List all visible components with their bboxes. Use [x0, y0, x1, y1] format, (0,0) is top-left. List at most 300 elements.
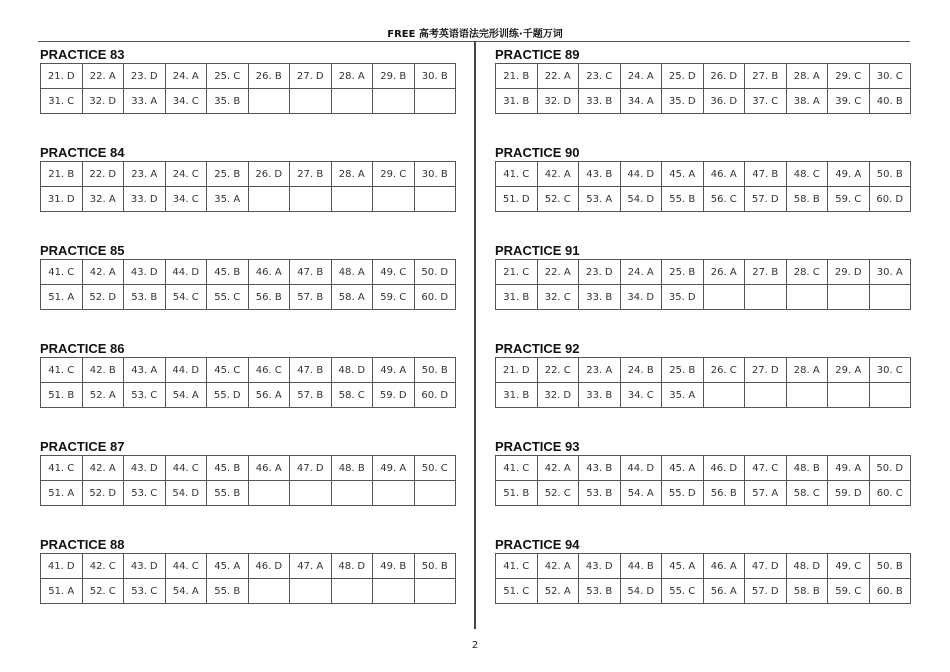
answer-cell: 58. B — [786, 579, 828, 604]
answer-cell: 25. D — [662, 64, 704, 89]
answer-cell: 30. B — [414, 162, 456, 187]
answer-cell: 45. A — [207, 554, 249, 579]
answer-cell: 45. B — [207, 456, 249, 481]
answer-cell: 53. C — [124, 579, 166, 604]
answer-cell — [290, 89, 332, 114]
answer-cell: 24. C — [165, 162, 207, 187]
answer-table — [40, 63, 456, 114]
answer-cell: 27. B — [290, 162, 332, 187]
answer-cell — [331, 187, 373, 212]
answer-row — [41, 554, 456, 579]
answer-cell: 54. D — [165, 481, 207, 506]
answer-cell: 21. D — [41, 64, 83, 89]
answer-table — [495, 259, 911, 310]
answer-cell: 41. C — [496, 162, 538, 187]
answer-cell — [869, 285, 911, 310]
answer-cell: 48. D — [331, 554, 373, 579]
answer-cell: 42. A — [537, 554, 579, 579]
practice-block — [40, 145, 456, 243]
answer-cell: 32. D — [82, 89, 124, 114]
answer-cell: 44. D — [620, 456, 662, 481]
answer-cell: 22. A — [82, 64, 124, 89]
answer-cell: 41. C — [41, 358, 83, 383]
answer-cell: 22. A — [537, 260, 579, 285]
answer-row — [41, 358, 456, 383]
answer-row — [496, 481, 911, 506]
answer-cell: 60. B — [869, 579, 911, 604]
answer-cell: 33. B — [579, 89, 621, 114]
answer-table — [495, 161, 911, 212]
right-column — [495, 47, 911, 635]
answer-cell: 34. C — [165, 187, 207, 212]
answer-cell: 59. D — [828, 481, 870, 506]
answer-cell: 26. D — [703, 64, 745, 89]
answer-cell: 59. D — [373, 383, 415, 408]
answer-cell: 42. A — [82, 456, 124, 481]
answer-cell: 31. D — [41, 187, 83, 212]
answer-cell: 33. A — [124, 89, 166, 114]
answer-cell: 30. A — [869, 260, 911, 285]
answer-cell: 33. D — [124, 187, 166, 212]
answer-cell: 56. B — [703, 481, 745, 506]
answer-cell: 46. A — [248, 260, 290, 285]
answer-cell: 43. B — [579, 456, 621, 481]
answer-cell — [786, 285, 828, 310]
answer-cell: 42. A — [537, 456, 579, 481]
answer-cell: 58. A — [331, 285, 373, 310]
answer-cell: 28. C — [786, 260, 828, 285]
answer-row — [496, 456, 911, 481]
answer-cell — [373, 579, 415, 604]
answer-cell: 45. A — [662, 456, 704, 481]
answer-cell: 48. D — [786, 554, 828, 579]
answer-row — [41, 383, 456, 408]
answer-cell: 50. D — [414, 260, 456, 285]
answer-cell: 54. A — [165, 383, 207, 408]
answer-cell: 55. C — [207, 285, 249, 310]
answer-cell: 37. C — [745, 89, 787, 114]
answer-cell: 52. D — [82, 481, 124, 506]
practice-block — [40, 537, 456, 635]
answer-cell: 22. D — [82, 162, 124, 187]
answer-cell: 29. B — [373, 64, 415, 89]
answer-cell: 33. B — [579, 383, 621, 408]
answer-cell — [290, 481, 332, 506]
answer-cell: 58. C — [786, 481, 828, 506]
answer-table — [495, 455, 911, 506]
answer-cell: 60. D — [414, 383, 456, 408]
answer-cell: 60. D — [869, 187, 911, 212]
answer-cell: 46. A — [703, 554, 745, 579]
answer-cell: 32. C — [537, 285, 579, 310]
answer-cell: 53. B — [579, 481, 621, 506]
answer-cell: 52. A — [82, 383, 124, 408]
answer-cell: 56. C — [703, 187, 745, 212]
answer-cell: 56. A — [248, 383, 290, 408]
answer-row — [496, 554, 911, 579]
answer-cell: 24. A — [620, 64, 662, 89]
answer-cell — [828, 383, 870, 408]
answer-cell: 44. D — [165, 260, 207, 285]
answer-cell: 26. C — [703, 358, 745, 383]
answer-cell: 26. B — [248, 64, 290, 89]
practice-title: PRACTICE 83 — [40, 47, 125, 62]
answer-row — [41, 579, 456, 604]
answer-cell: 54. C — [165, 285, 207, 310]
answer-cell: 21. C — [496, 260, 538, 285]
answer-cell: 49. B — [373, 554, 415, 579]
answer-cell: 47. C — [745, 456, 787, 481]
answer-cell: 22. C — [537, 358, 579, 383]
answer-cell: 51. A — [41, 285, 83, 310]
answer-cell: 32. D — [537, 383, 579, 408]
answer-cell: 40. B — [869, 89, 911, 114]
answer-cell: 23. D — [124, 64, 166, 89]
answer-cell: 54. D — [620, 579, 662, 604]
answer-table — [495, 63, 911, 114]
answer-cell: 27. B — [745, 64, 787, 89]
answer-cell: 24. A — [620, 260, 662, 285]
answer-cell: 46. D — [703, 456, 745, 481]
answer-cell: 55. D — [207, 383, 249, 408]
answer-table — [40, 553, 456, 604]
answer-cell: 45. B — [207, 260, 249, 285]
answer-cell: 50. B — [414, 358, 456, 383]
answer-cell: 45. A — [662, 162, 704, 187]
answer-cell: 31. B — [496, 285, 538, 310]
answer-cell: 24. A — [165, 64, 207, 89]
answer-cell: 53. C — [124, 481, 166, 506]
answer-cell: 44. D — [165, 358, 207, 383]
answer-cell: 23. D — [579, 260, 621, 285]
answer-cell: 32. A — [82, 187, 124, 212]
practice-block — [495, 439, 911, 537]
answer-row — [41, 187, 456, 212]
answer-cell: 31. C — [41, 89, 83, 114]
answer-cell — [745, 383, 787, 408]
column-divider — [474, 42, 476, 629]
answer-cell: 41. D — [41, 554, 83, 579]
practice-block — [40, 243, 456, 341]
answer-cell: 43. D — [124, 554, 166, 579]
answer-cell — [786, 383, 828, 408]
answer-cell: 34. D — [620, 285, 662, 310]
answer-cell: 55. B — [207, 481, 249, 506]
answer-cell: 21. B — [41, 162, 83, 187]
answer-cell — [414, 89, 456, 114]
answer-cell: 56. B — [248, 285, 290, 310]
answer-cell: 47. B — [745, 162, 787, 187]
answer-cell — [703, 383, 745, 408]
answer-cell: 21. B — [496, 64, 538, 89]
answer-cell: 41. C — [41, 260, 83, 285]
answer-cell: 25. B — [662, 358, 704, 383]
answer-cell — [745, 285, 787, 310]
answer-row — [496, 187, 911, 212]
practice-block — [495, 341, 911, 439]
answer-cell — [414, 481, 456, 506]
answer-cell: 42. C — [82, 554, 124, 579]
answer-cell: 57. B — [290, 285, 332, 310]
answer-cell: 52. D — [82, 285, 124, 310]
answer-row — [496, 89, 911, 114]
answer-cell: 51. B — [496, 481, 538, 506]
practice-block — [40, 47, 456, 145]
answer-cell: 57. A — [745, 481, 787, 506]
answer-cell: 51. C — [496, 579, 538, 604]
answer-table — [40, 357, 456, 408]
answer-cell: 28. A — [331, 64, 373, 89]
answer-cell: 54. D — [620, 187, 662, 212]
answer-cell: 23. A — [579, 358, 621, 383]
practice-title: PRACTICE 90 — [495, 145, 580, 160]
answer-cell: 27. B — [745, 260, 787, 285]
answer-row — [496, 383, 911, 408]
answer-cell: 47. A — [290, 554, 332, 579]
answer-cell — [373, 89, 415, 114]
answer-cell: 45. A — [662, 554, 704, 579]
answer-cell: 24. B — [620, 358, 662, 383]
answer-cell — [869, 383, 911, 408]
answer-cell: 41. C — [496, 456, 538, 481]
answer-cell — [290, 579, 332, 604]
answer-cell: 28. A — [786, 358, 828, 383]
answer-cell — [373, 187, 415, 212]
answer-cell: 60. C — [869, 481, 911, 506]
answer-cell: 42. A — [82, 260, 124, 285]
answer-cell: 43. D — [124, 456, 166, 481]
answer-cell: 57. D — [745, 579, 787, 604]
answer-row — [41, 260, 456, 285]
answer-table — [40, 455, 456, 506]
answer-cell: 27. D — [290, 64, 332, 89]
answer-cell: 43. D — [124, 260, 166, 285]
answer-cell: 52. C — [537, 187, 579, 212]
answer-cell: 53. B — [579, 579, 621, 604]
answer-cell: 46. A — [703, 162, 745, 187]
answer-cell: 26. D — [248, 162, 290, 187]
practice-title: PRACTICE 84 — [40, 145, 125, 160]
answer-cell: 51. D — [496, 187, 538, 212]
answer-cell: 50. B — [869, 162, 911, 187]
answer-cell: 50. C — [414, 456, 456, 481]
left-column — [40, 47, 456, 635]
answer-cell: 29. D — [828, 260, 870, 285]
practice-title: PRACTICE 92 — [495, 341, 580, 356]
answer-cell — [248, 187, 290, 212]
answer-cell: 51. A — [41, 579, 83, 604]
answer-table — [495, 357, 911, 408]
answer-cell: 50. B — [414, 554, 456, 579]
answer-row — [496, 579, 911, 604]
answer-cell: 54. A — [620, 481, 662, 506]
answer-cell: 44. C — [165, 554, 207, 579]
answer-cell: 25. C — [207, 64, 249, 89]
answer-cell: 35. A — [207, 187, 249, 212]
answer-cell — [248, 481, 290, 506]
answer-cell: 53. A — [579, 187, 621, 212]
answer-cell: 58. B — [786, 187, 828, 212]
answer-cell: 43. D — [579, 554, 621, 579]
answer-cell: 55. B — [662, 187, 704, 212]
practice-title: PRACTICE 85 — [40, 243, 125, 258]
answer-cell — [373, 481, 415, 506]
answer-cell — [414, 187, 456, 212]
answer-cell: 49. A — [828, 162, 870, 187]
answer-cell: 45. C — [207, 358, 249, 383]
practice-block — [495, 537, 911, 635]
answer-row — [496, 358, 911, 383]
answer-table — [40, 161, 456, 212]
answer-cell: 35. B — [207, 89, 249, 114]
page-header-title: FREE 高考英语语法完形训练·千题万词 — [387, 29, 563, 40]
answer-cell: 46. A — [248, 456, 290, 481]
answer-cell: 29. A — [828, 358, 870, 383]
answer-cell: 35. D — [662, 285, 704, 310]
answer-cell: 41. C — [496, 554, 538, 579]
answer-row — [41, 285, 456, 310]
answer-cell: 50. D — [869, 456, 911, 481]
answer-cell: 23. A — [124, 162, 166, 187]
answer-cell: 55. C — [662, 579, 704, 604]
answer-row — [41, 481, 456, 506]
answer-cell: 46. D — [248, 554, 290, 579]
answer-cell: 49. A — [373, 358, 415, 383]
answer-cell: 35. A — [662, 383, 704, 408]
answer-cell: 52. A — [537, 579, 579, 604]
answer-cell — [331, 89, 373, 114]
answer-cell: 25. B — [207, 162, 249, 187]
answer-cell: 52. C — [82, 579, 124, 604]
answer-cell: 59. C — [828, 579, 870, 604]
practice-block — [40, 439, 456, 537]
answer-cell: 44. C — [165, 456, 207, 481]
answer-cell: 57. D — [745, 187, 787, 212]
answer-cell: 58. C — [331, 383, 373, 408]
practice-block — [495, 47, 911, 145]
answer-cell: 60. D — [414, 285, 456, 310]
answer-row — [496, 285, 911, 310]
practice-title: PRACTICE 94 — [495, 537, 580, 552]
answer-cell: 28. A — [786, 64, 828, 89]
answer-cell: 26. A — [703, 260, 745, 285]
answer-cell: 36. D — [703, 89, 745, 114]
answer-cell: 29. C — [828, 64, 870, 89]
answer-cell: 51. A — [41, 481, 83, 506]
answer-cell: 48. B — [331, 456, 373, 481]
answer-table — [495, 553, 911, 604]
answer-cell: 33. B — [579, 285, 621, 310]
answer-cell: 53. B — [124, 285, 166, 310]
answer-cell: 44. B — [620, 554, 662, 579]
answer-cell: 23. C — [579, 64, 621, 89]
answer-cell: 34. A — [620, 89, 662, 114]
answer-cell — [331, 579, 373, 604]
answer-cell: 52. C — [537, 481, 579, 506]
answer-cell: 38. A — [786, 89, 828, 114]
answer-cell: 30. C — [869, 358, 911, 383]
answer-cell: 34. C — [165, 89, 207, 114]
answer-cell — [828, 285, 870, 310]
answer-cell: 47. D — [290, 456, 332, 481]
answer-cell: 49. A — [373, 456, 415, 481]
answer-cell: 48. C — [786, 162, 828, 187]
answer-cell: 53. C — [124, 383, 166, 408]
answer-cell: 27. D — [745, 358, 787, 383]
answer-cell: 48. A — [331, 260, 373, 285]
answer-cell: 49. A — [828, 456, 870, 481]
answer-cell: 42. A — [537, 162, 579, 187]
answer-cell: 31. B — [496, 383, 538, 408]
answer-cell: 56. A — [703, 579, 745, 604]
answer-cell: 29. C — [373, 162, 415, 187]
answer-row — [496, 162, 911, 187]
answer-cell: 55. B — [207, 579, 249, 604]
answer-cell: 47. B — [290, 260, 332, 285]
practice-title: PRACTICE 89 — [495, 47, 580, 62]
answer-cell — [703, 285, 745, 310]
practice-block — [495, 243, 911, 341]
answer-cell: 48. D — [331, 358, 373, 383]
answer-cell: 28. A — [331, 162, 373, 187]
answer-row — [496, 260, 911, 285]
answer-cell: 47. D — [745, 554, 787, 579]
answer-cell: 57. B — [290, 383, 332, 408]
answer-cell: 32. D — [537, 89, 579, 114]
answer-cell: 59. C — [828, 187, 870, 212]
answer-row — [41, 162, 456, 187]
answer-cell: 43. A — [124, 358, 166, 383]
answer-cell: 44. D — [620, 162, 662, 187]
practice-title: PRACTICE 93 — [495, 439, 580, 454]
page-number: 2 — [471, 640, 479, 651]
answer-cell: 49. C — [828, 554, 870, 579]
answer-row — [41, 89, 456, 114]
answer-row — [496, 64, 911, 89]
answer-cell: 21. D — [496, 358, 538, 383]
practice-block — [495, 145, 911, 243]
answer-cell — [331, 481, 373, 506]
answer-cell — [290, 187, 332, 212]
answer-row — [41, 456, 456, 481]
answer-cell: 34. C — [620, 383, 662, 408]
answer-cell: 46. C — [248, 358, 290, 383]
answer-cell: 50. B — [869, 554, 911, 579]
answer-cell: 49. C — [373, 260, 415, 285]
answer-cell — [414, 579, 456, 604]
answer-row — [41, 64, 456, 89]
answer-cell: 25. B — [662, 260, 704, 285]
answer-cell: 35. D — [662, 89, 704, 114]
answer-cell: 39. C — [828, 89, 870, 114]
answer-cell: 54. A — [165, 579, 207, 604]
answer-cell — [248, 89, 290, 114]
answer-cell: 43. B — [579, 162, 621, 187]
practice-block — [40, 341, 456, 439]
answer-table — [40, 259, 456, 310]
practice-title: PRACTICE 88 — [40, 537, 125, 552]
answer-cell: 55. D — [662, 481, 704, 506]
answer-cell — [248, 579, 290, 604]
answer-cell: 31. B — [496, 89, 538, 114]
practice-title: PRACTICE 91 — [495, 243, 580, 258]
answer-cell: 47. B — [290, 358, 332, 383]
answer-cell: 30. C — [869, 64, 911, 89]
answer-cell: 41. C — [41, 456, 83, 481]
answer-cell: 30. B — [414, 64, 456, 89]
answer-cell: 51. B — [41, 383, 83, 408]
answer-cell: 59. C — [373, 285, 415, 310]
